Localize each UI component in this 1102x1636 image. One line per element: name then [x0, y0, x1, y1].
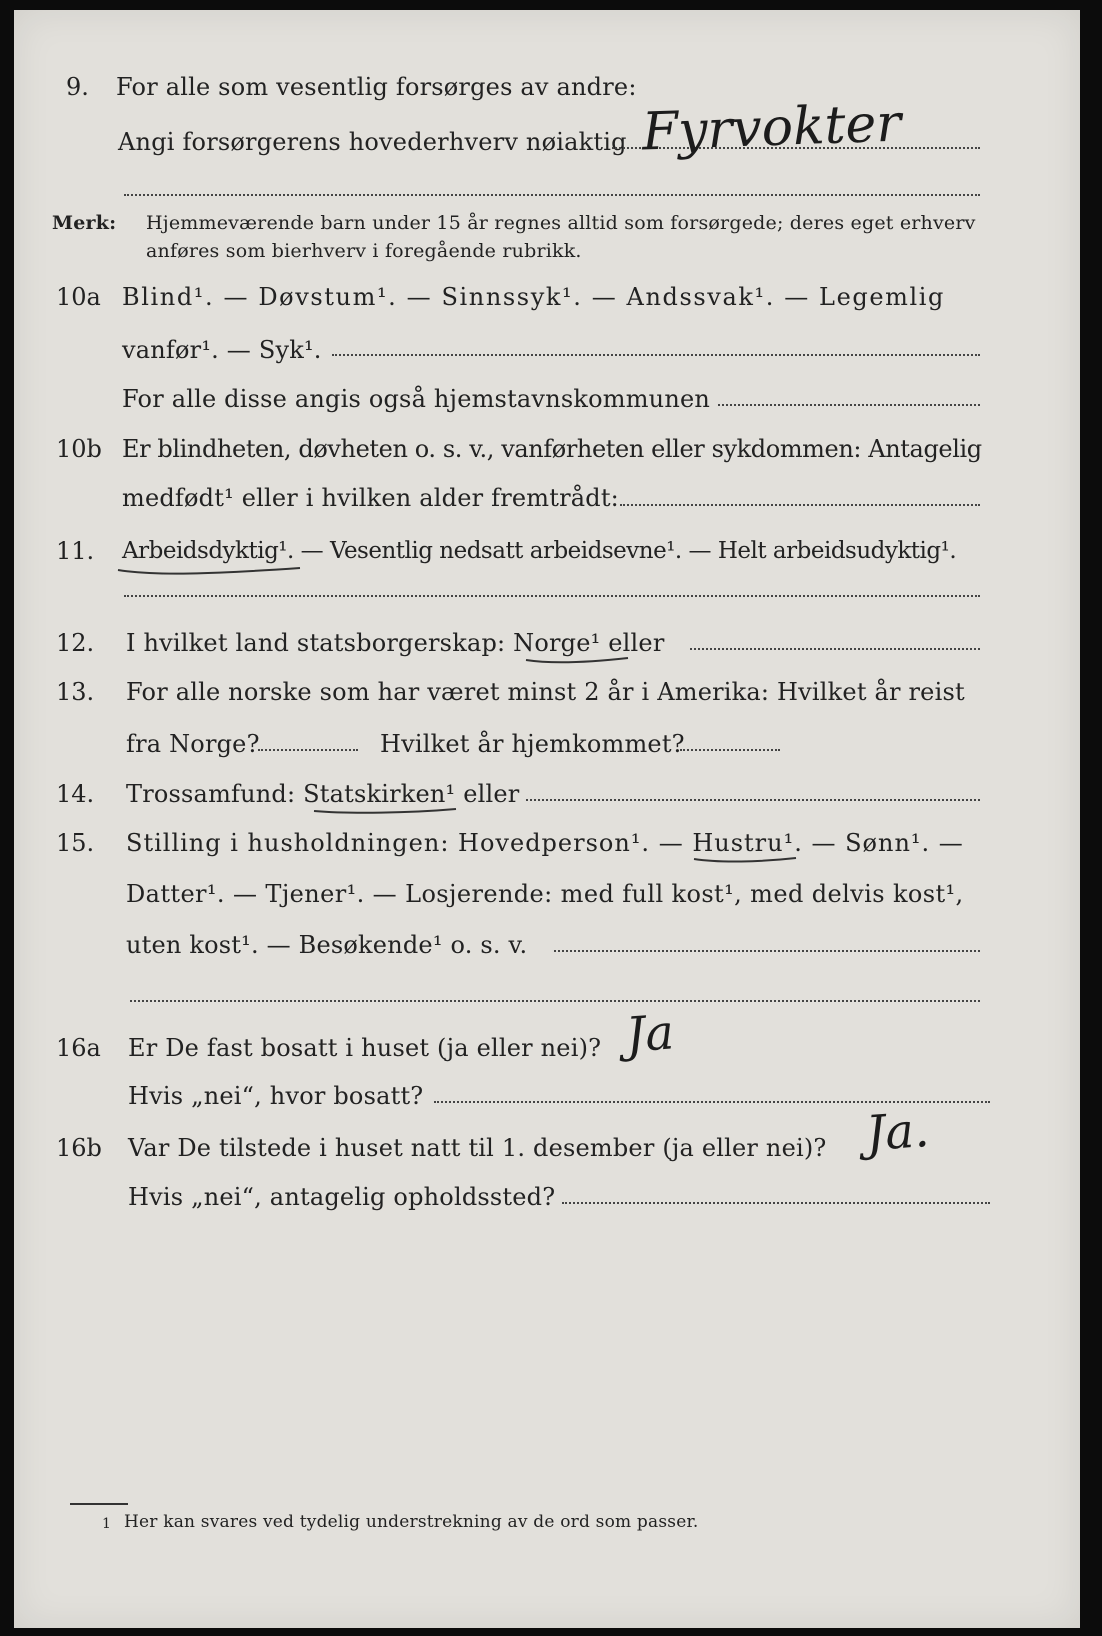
- q16b-line1: Var De tilstede i huset natt til 1. desember (ja eller nei)?: [128, 1134, 827, 1162]
- q10b-line1: Er blindheten, døvheten o. s. v., vanførheten eller sykdommen: Antagelig: [122, 435, 982, 463]
- q10b-line2: medfødt¹ eller i hvilken alder fremtrådt:: [122, 484, 619, 512]
- q13-line1: For alle norske som har været minst 2 år i Amerika: Hvilket år reist: [126, 678, 965, 706]
- q14-line1: Trossamfund: Statskirken¹ eller: [126, 780, 520, 808]
- q9-number: 9.: [66, 73, 89, 101]
- q14-answer-line: [526, 799, 980, 801]
- q16b-line2: Hvis „nei“, antagelig opholdssted?: [128, 1183, 556, 1211]
- merk-label: Merk:: [52, 212, 117, 234]
- q16a-line1: Er De fast bosatt i huset (ja eller nei)?: [128, 1034, 602, 1062]
- q10a-line1: Blind¹. — Døvstum¹. — Sinnssyk¹. — Andssvak¹. — Legemlig: [122, 283, 946, 311]
- q15-extra-line: [130, 1000, 980, 1002]
- footnote-mark: 1: [102, 1516, 112, 1532]
- q10a-number: 10a: [56, 283, 101, 311]
- q10b-number: 10b: [56, 435, 102, 463]
- q11-number: 11.: [56, 537, 95, 565]
- arbeidsdyktig-underline: [114, 560, 304, 580]
- q10a-line2: vanfør¹. — Syk¹.: [122, 336, 322, 364]
- footnote-rule: [70, 1503, 128, 1505]
- q16a-line2: Hvis „nei“, hvor bosatt?: [128, 1082, 424, 1110]
- footnote-text: Her kan svares ved tydelig understrekning av de ord som passer.: [124, 1512, 699, 1532]
- q16b-answer-line: [562, 1202, 990, 1204]
- q16b-number: 16b: [56, 1134, 102, 1162]
- q13-number: 13.: [56, 678, 95, 706]
- q12-line1: I hvilket land statsborgerskap: Norge¹ eller: [126, 629, 665, 657]
- q10b-answer-line: [620, 504, 980, 506]
- q15-number: 15.: [56, 829, 95, 857]
- q14-number: 14.: [56, 780, 95, 808]
- q13-hjemkommet-line: [680, 749, 780, 751]
- q12-answer-line: [690, 648, 980, 650]
- q9-line2: Angi forsørgerens hovederhverv nøiaktig: [118, 128, 627, 156]
- merk-line2: anføres som bierhverv i foregående rubrikk.: [146, 240, 582, 262]
- q9-extra-line: [124, 194, 980, 196]
- q11-extra-line: [124, 595, 980, 597]
- q13-reist-line: [258, 749, 358, 751]
- q13-line2b: Hvilket år hjemkommet?: [380, 730, 685, 758]
- norge-underline: [522, 652, 632, 668]
- q15-line3: uten kost¹. — Besøkende¹ o. s. v.: [126, 931, 528, 959]
- q16a-handwritten-answer: Ja: [624, 1004, 676, 1064]
- q15-answer-line: [554, 950, 980, 952]
- q9-line1: For alle som vesentlig forsørges av andre:: [116, 73, 637, 101]
- merk-line1: Hjemmeværende barn under 15 år regnes alltid som forsørgede; deres eget erhverv: [146, 212, 976, 234]
- q15-line2: Datter¹. — Tjener¹. — Losjerende: med full kost¹, med delvis kost¹,: [126, 880, 964, 908]
- census-form-page: [14, 10, 1080, 1628]
- q13-line2a: fra Norge?: [126, 730, 260, 758]
- q10a-answer-line: [332, 354, 980, 356]
- q15-line1: Stilling i husholdningen: Hovedperson¹. — Hustru¹. — Sønn¹. —: [126, 829, 964, 857]
- statskirken-underline: [310, 803, 460, 819]
- q12-number: 12.: [56, 629, 95, 657]
- q16b-handwritten-answer: Ja.: [864, 1101, 932, 1163]
- q10a-line3: For alle disse angis også hjemstavnskommunen: [122, 385, 711, 413]
- q10a-hjemstavn-line: [718, 404, 980, 406]
- q16a-number: 16a: [56, 1034, 101, 1062]
- q11-line1: Arbeidsdyktig¹. — Vesentlig nedsatt arbeidsevne¹. — Helt arbeidsudyktig¹.: [122, 538, 957, 564]
- q9-handwritten-answer: Fyrvokter: [641, 93, 903, 163]
- hustru-underline: [690, 852, 800, 868]
